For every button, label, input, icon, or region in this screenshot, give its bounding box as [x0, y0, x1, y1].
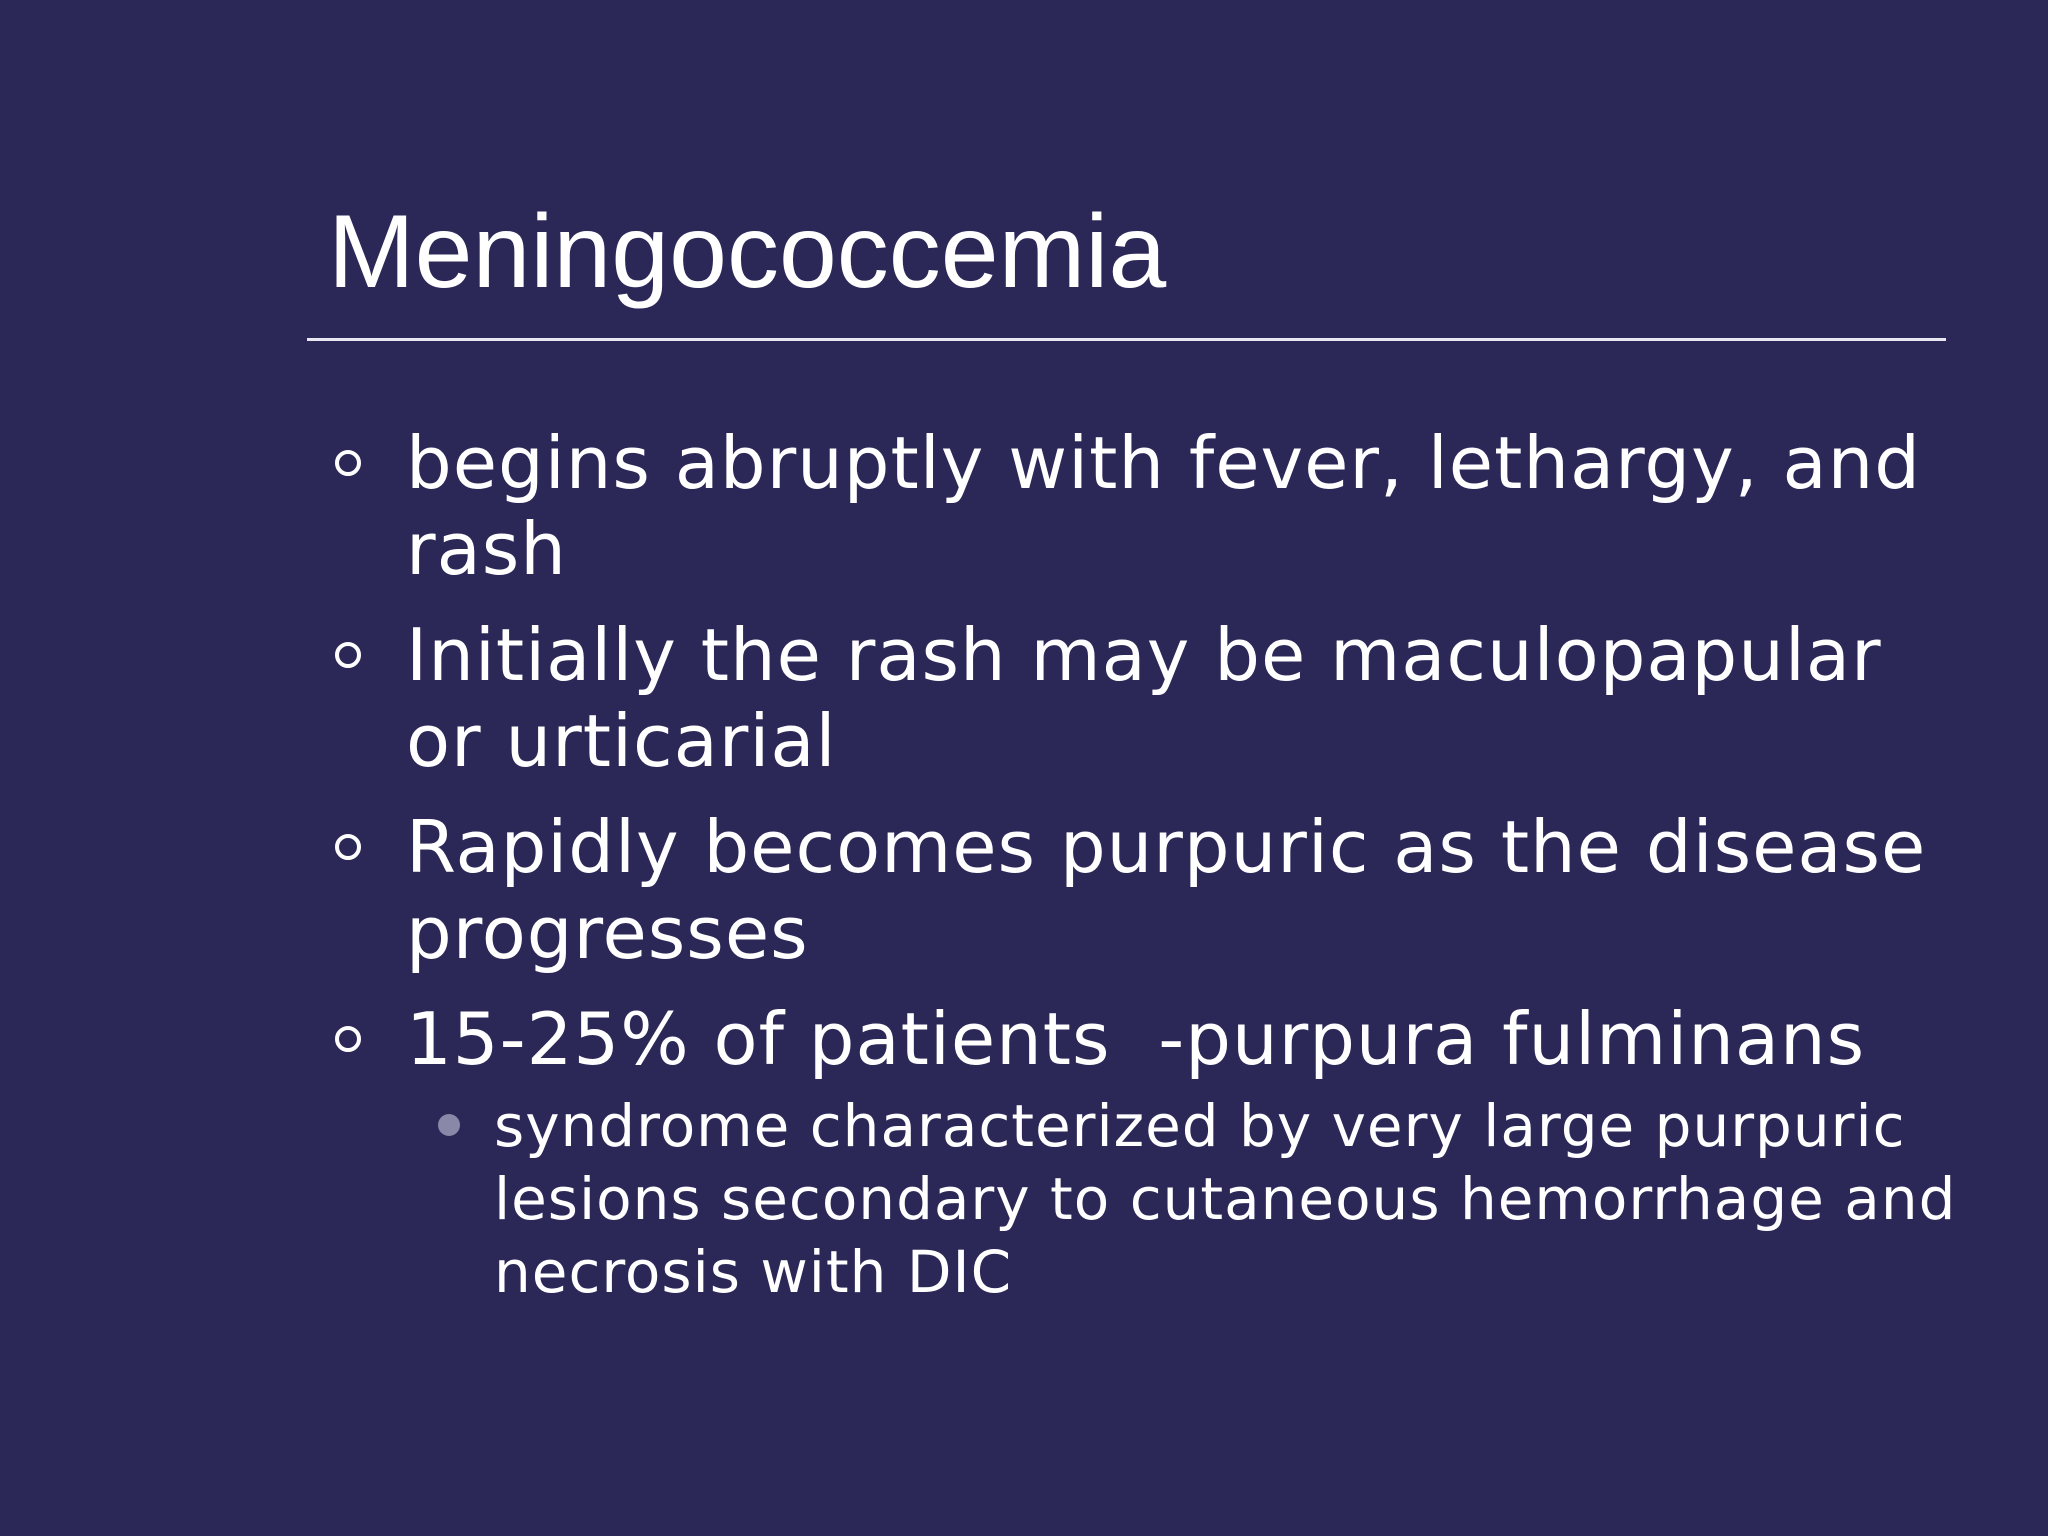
hollow-circle-icon — [335, 834, 361, 860]
sub-bullet-item — [418, 1090, 1968, 1309]
bullet-text: Initially the rash may be maculopapular or urticarial — [406, 613, 1882, 783]
title-divider — [307, 338, 1946, 341]
filled-dot-icon — [438, 1114, 460, 1136]
bullet-item — [328, 612, 1968, 784]
sub-bullet-list — [406, 1090, 1968, 1309]
bullet-text: begins abruptly with fever, lethargy, and rash — [406, 421, 1921, 591]
bullet-item — [328, 804, 1968, 976]
bullet-text: Rapidly becomes purpuric as the disease progresses — [406, 805, 1927, 975]
slide-title: Meningococcemia — [328, 194, 1167, 310]
bullet-text: 15-25% of patients -purpura fulminans — [406, 997, 1866, 1081]
hollow-circle-icon — [335, 642, 361, 668]
sub-bullet-text: syndrome characterized by very large purpuric lesions secondary to cutaneous hemorrhage and necrosis with DIC — [494, 1092, 1957, 1306]
hollow-circle-icon — [335, 1026, 361, 1052]
bullet-item — [328, 996, 1968, 1309]
bullet-item — [328, 420, 1968, 592]
hollow-circle-icon — [335, 450, 361, 476]
bullet-list — [328, 420, 1968, 1329]
